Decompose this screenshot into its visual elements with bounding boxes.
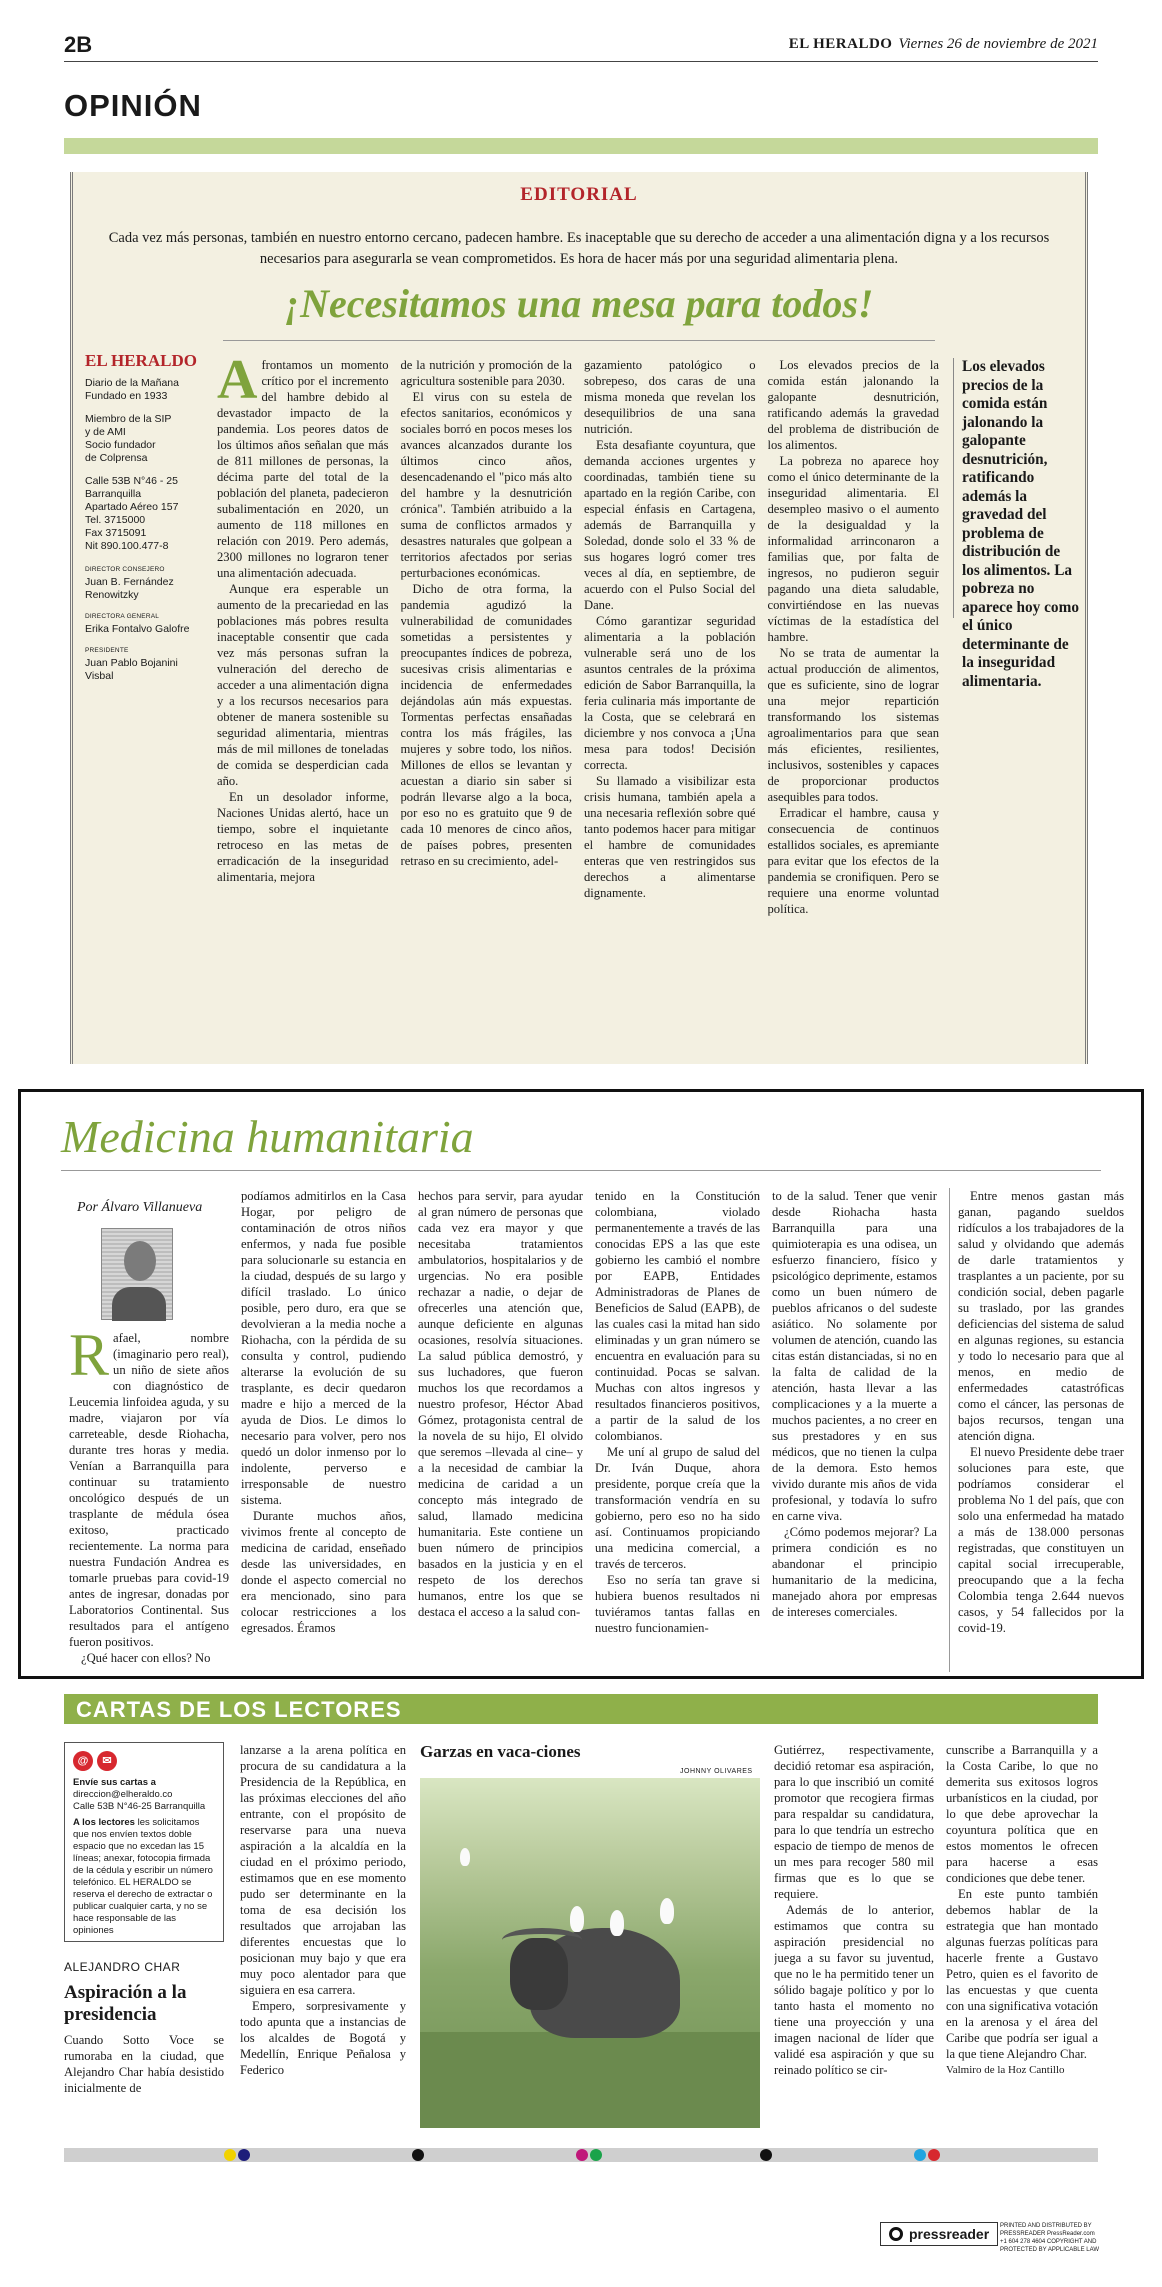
editorial-column (584, 357, 756, 1057)
paragraph: Además de lo anterior, estimamos que contra su aspiración presidencial no juega a su favor su juventud, que no le ha permitido tener un sólido bagaje político y por lo tanto hasta el momento no tiene una proyección y una imagen nacional de líder que validé esa aspiración y que su reinado político se cir- (774, 1903, 934, 2077)
drop-cap: R (69, 1330, 110, 1388)
paragraph: frontamos un momento crítico por el incremento del hambre debido al devastador impacto de la pandemia. Los peores datos de los últimos años señalan que más de 811 millones de personas, la décima parte del total de la población del planeta, padecieron subalimentación en 2020, un aumento de 118 millones en relación con 2019. Pero además, 2300 millones no lograron tener una alimentación adecuada. (217, 358, 389, 580)
paragraph: Erradicar el hambre, causa y consecuencia de continuos estallidos sociales, es apremiante para evitar que los efectos de la pandemia se cronifiquen. Pero se requiere una enorme voluntad política. (767, 806, 939, 916)
paragraph: Cómo garantizar seguridad alimentaria a la población vulnerable será uno de los asuntos centrales de la próxima edición de Sabor Barranquilla, la feria culinaria más importante de la Costa, que se celebrará en diciembre y nos convoca a ¡Una mesa para todos! Decisión correcta. (584, 614, 756, 772)
paragraph: Me uní al grupo de salud del Dr. Iván Duque, ahora presidente, porque creía que la transformación vendría en su gobierno, pero eso no ha sido así. Continuamos propiciando una medicina comercial, a través de terceros. (595, 1445, 760, 1571)
paragraph: afael, nombre (imaginario pero real), un niño de siete años con diagnóstico de Leucemia linfoidea aguda, y su madre, viajaron por vía carreteable, desde Riohacha, durante tres horas y media. Venían a Barranquilla para continuar su tratamiento oncológico después de un trasplante de médula ósea exitoso, practicado recientemente. La norma para nuestra Fundación Andrea es tomarle pruebas para covid-19 antes de ingresar, donadas por Laboratorios Continental. Sus resultados para el antígeno fueron positivos. (69, 1331, 229, 1649)
pressreader-logo (880, 2222, 998, 2246)
print-registration-strip (64, 2148, 1098, 2162)
registration-dot (590, 2149, 602, 2161)
story-column (418, 1188, 583, 1672)
paragraph: cunscribe a Barranquilla y a la Costa Caribe, lo que no demerita sus exitosos logros urbanísticos en la ciudad, por lo que debe aprovechar la coyuntura política que en estos momentos le ofrecen para hacerse a esas condiciones que debe tener. (946, 1743, 1098, 1885)
editorial-body (217, 357, 939, 1057)
paragraph: Esta desafiante coyuntura, que demanda acciones urgentes y coordinadas, también tiene su apartado en la región Caribe, con especial énfasis en Cartagena, además de Barranquilla y Soledad, donde solo el 33 % de sus hogares logró comer tres veces al día, en septiembre, de acuerdo con el Pulso Social del Dane. (584, 438, 756, 612)
role-label: DIRECTORA GENERAL (85, 613, 160, 620)
role-label: PRESIDENTE (85, 647, 129, 654)
letter-signature: Valmiro de la Hoz Cantillo (946, 2064, 1065, 2076)
photo-credit: JOHNNY OLIVARES (680, 1768, 753, 1775)
paragraph: Su llamado a visibilizar esta crisis humana, también apela a una necesaria reflexión sobre qué tanto podemos hacer para mitigar el hambre de comunidades enteras que ven restringidos sus derechos a alimentarse dignamente. (584, 774, 756, 900)
registration-dot (914, 2149, 926, 2161)
contact-icons (73, 1751, 215, 1771)
role-name: Juan Pablo Bojanini Visbal (85, 657, 178, 682)
masthead-name: EL HERALDO (85, 351, 197, 370)
submission-address: Calle 53B N°46-25 Barranquilla (73, 1801, 206, 1812)
paragraph: El virus con su estela de efectos sanitarios, económicos y sociales borró en pocos meses los avances alcanzados durante los últimos cinco años, desencadenando el "pico más alto del hambre y la desnutrición crónica". También atribuido a la suma de conflictos armados y desastres naturales que golpean a territorios afectados por serias perturbaciones económicas. (400, 390, 572, 580)
registration-dot (412, 2149, 424, 2161)
buffalo-horns (502, 1928, 582, 1952)
photo-title: Garzas en vaca-ciones (420, 1742, 581, 1761)
at-icon: @ (73, 1751, 93, 1771)
mail-icon: ✉ (97, 1751, 117, 1771)
submission-rules (73, 1817, 215, 1937)
submission-heading: Envíe sus cartas a (73, 1777, 156, 1788)
editorial-column (217, 357, 389, 1057)
paragraph: Empero, sorpresivamente y todo apunta que a instancias de los alcaldes de Bogotá y Medellín, Enrique Peñalosa y Federico (240, 1999, 406, 2077)
paragraph: lanzarse a la arena política en procura de su candidatura a la Presidencia de la República, en las próximas elecciones del año entrante, con el propósito de reservarse para una nueva aspiración a la alcaldía en la ciudad en el próximo periodo, estimamos que en ese momento pudo ser determinante en la toma de esa decisión los resultados que arrojaban las diferentes encuestas que lo posicionan muy bajo y que era muy poco alentador para que siguiera en esa carrera. (240, 1743, 406, 1997)
drop-cap: A (217, 357, 258, 411)
paragraph: tenido en la Constitución colombiana, violado permanentemente a través de las conocidas EPS a las que este gobierno les cambió el nombre por EAPB, Entidades Administradoras de Planes de Beneficios de Salud (EAPB), de las cuales casi la mitad han sido eliminadas y un gran número se encuentra en evaluación para su continuidad. Pocas se salvan. Muchas con altos ingresos y resultados financieros positivos, a partir de la salud de los colombianos. (595, 1189, 760, 1443)
story-column (241, 1188, 406, 1672)
paragraph: Eso no sería tan grave si hubiera buenos resultados ni tuviéramos tantas fallas en nuestro funcionamien- (595, 1573, 760, 1635)
distribution-notice: PRINTED AND DISTRIBUTED BY PRESSREADER PressReader.com +1 604 278 4604 COPYRIGHT AND PROTECTED BY APPLICABLE LAW (1000, 2223, 1100, 2253)
egret (460, 1848, 470, 1866)
paragraph: hechos para servir, para ayudar al gran número de personas que cada vez era mayor y que necesitaba tratamientos ambulatorios, hospitalarios y de urgencias. No era posible rechazar a nadie, o dejar de ofrecerles una atención que, aunque deficiente en algunas ocasiones, resolvía situaciones. La salud pública demostró, y sus luchadores, que fueron muchos los que recordamos a nuestro profesor, Héctor Abad Gómez, protagonista central de la novela de su hijo, El olvido que seremos –llevada al cine– y a la necesidad de cambiar la medicina de caridad a un concepto más integrado de salud, llamado medicina humanitaria. Este contiene un buen número de principios basados en la justicia y en el respeto de los derechos humanos, entre los que se destaca el acceso a la salud con- (418, 1189, 583, 1619)
editorial-column (768, 357, 940, 1057)
paragraph: Entre menos gastan más ganan, pagando sueldos ridículos a los trabajadores de la salud y olvidando que además de darle tratamientos y trasplantes a un paciente, por su condición social, deben pagarle su traslado, por las grandes deficiencias del sistema de salud en algunas regiones, su estancia y todo lo necesario para que al menos, en medio de enfermedades catastróficas como el cáncer, las personas de bajos recursos, tengan una atención digna. (958, 1189, 1124, 1443)
editorial-deck: Cada vez más personas, también en nuestro entorno cercano, padecen hambre. Es inaceptable que su derecho de acceder a una alimentación digna y a los recursos necesarios para asegurarla se vean comprometidos. Es hora de hacer más por una seguridad alimentaria plena. (108, 230, 1050, 267)
section-divider (64, 138, 1098, 154)
egret (660, 1898, 674, 1924)
title-rule (61, 1170, 1101, 1171)
masthead-address: Calle 53B N°46 - 25 Barranquilla Apartado Aéreo 157 Tel. 3715000 Fax 3715091 Nit 890.100.477-8 (85, 475, 179, 552)
masthead-founded: Diario de la Mañana Fundado en 1933 (85, 377, 179, 402)
paragraph: de la nutrición y promoción de la agricultura sostenible para 2030. (400, 358, 572, 388)
role-name: Juan B. Fernández Renowitzky (85, 576, 174, 601)
registration-dot (238, 2149, 250, 2161)
masthead (85, 351, 207, 691)
egret (570, 1906, 584, 1932)
paragraph: En este punto también debemos hablar de la estrategia que han montado algunas fuerzas políticas para hacerle frente a Gustavo Petro, quien es el favorito de las encuestas y que cuenta con una significativa votación en la arenosa y el área del Caribe que podría ser igual a la que tiene Alejandro Char. (946, 1887, 1098, 2061)
editorial-kicker: EDITORIAL (520, 184, 638, 205)
cartas-header (64, 1694, 1098, 1724)
rules-lead: A los lectores (73, 1817, 135, 1828)
paragraph: La pobreza no aparece hoy como el único determinante de la inseguridad alimentaria. El desempleo masivo o el aumento de la desigualdad y la informalidad arrinconaron a familias que, por falta de ingresos, no pudieron seguir pagando una dieta saludable, convirtiéndose en las nuevas víctimas de la estadística del hambre. (767, 454, 939, 644)
page-header (64, 32, 1098, 62)
paragraph: to de la salud. Tener que venir desde Riohacha hasta Barranquilla para una quimioterapia es una odisea, un esfuerzo financiero, físico y psicológico deprimente, estamos como un buen número de pueblos africanos o del sudeste asiático. No solamente por volumen de atención, cuando las citas están distanciadas, si no en la falta de calidad de la atención, hasta llevar a las complicaciones y a la muerte a muchos pacientes, a no creer en sus prestadores y en sus médicos, que no tienen la culpa de la demora. Esto hemos vivido durante mis años de vida profesional, y todavía lo sufro en carne viva. (772, 1189, 937, 1523)
page-number: 2B (64, 32, 93, 57)
paragraph: podíamos admitirlos en la Casa Hogar, por peligro de contaminación de otros niños enfermos, y nada fue posible para solucionarle su estancia en la ciudad, después de su largo y difícil traslado. Lo único posible, pero duro, era que se devolvieran a la media noche a Riohacha, con la pérdida de su consulta y control, pudiendo alterarse la evolución de su trasplante, es decir quedaron madre e hijo a merced de la ayuda de Dios. Le dimos lo necesario para volver, pero nos quedó un dolor inmenso por lo indolente, perverso e irresponsable de nuestro sistema. (241, 1189, 406, 1507)
paragraph: ¿Cómo podemos mejorar? La primera condición es no abandonar el principio humanitario de la medicina, manejado ahora por empresas de intereses comerciales. (772, 1525, 937, 1619)
letter-column (774, 1742, 934, 2132)
editorial-title: ¡Necesitamos una mesa para todos! (284, 281, 874, 326)
registration-dot (760, 2149, 772, 2161)
letter-kicker: ALEJANDRO CHAR (64, 1960, 181, 1974)
publication-name: EL HERALDO (788, 36, 893, 52)
rules-text: les solicitamos que nos envíen textos doble espacio que no excedan las 15 líneas; anexar, fotocopia firmada de la cédula y escribir un número telefónico. EL HERALDO se reserva el derecho de extractar o publicar cualquier carta, y no se hace responsable de las opiniones (73, 1817, 213, 1936)
cartas-title: CARTAS DE LOS LECTORES (76, 1697, 402, 1722)
editorial-column (401, 357, 573, 1057)
pressreader-icon (889, 2227, 903, 2241)
pond-water (420, 2032, 760, 2128)
letter-column (946, 1742, 1098, 2132)
pressreader-wordmark: pressreader (909, 2226, 990, 2242)
paragraph: El nuevo Presidente debe traer soluciones para este, que podríamos considerar el problema No 1 del país, que con solo una enfermedad ha matado a más de 138.000 personas registradas, que constituyen un capital social irrecuperable, preocupando que a la fecha Colombia tenga 2.644 nuevos casos, y 54 fallecidos por la covid-19. (958, 1445, 1124, 1635)
submission-box (64, 1742, 224, 1942)
role-label: DIRECTOR CONSEJERO (85, 566, 165, 573)
masthead-member: Miembro de la SIP y de AMI Socio fundador de Colprensa (85, 413, 172, 464)
story-column (949, 1188, 1124, 1672)
section-title: OPINIÓN (64, 88, 202, 123)
letter-column (240, 1742, 406, 2132)
paragraph: Los elevados precios de la comida están jalonando la galopante desnutrición, ratificando además la gravedad del problema de distribución de los alimentos. (767, 358, 939, 452)
submission-email: direccion@elheraldo.co (73, 1789, 173, 1800)
role-name: Erika Fontalvo Galofre (85, 623, 190, 635)
egret (610, 1910, 624, 1936)
editorial-box (70, 172, 1088, 1064)
paragraph: En un desolador informe, Naciones Unidas alertó, hace un tiempo, sobre el inquietante retroceso en las metas de erradicación de la inseguridad alimentaria, mejora (217, 790, 389, 884)
story-frame (18, 1089, 1144, 1679)
registration-dot (576, 2149, 588, 2161)
publication-date: Viernes 26 de noviembre de 2021 (898, 36, 1098, 52)
registration-dot (224, 2149, 236, 2161)
title-rule (223, 340, 935, 341)
paragraph: ¿Qué hacer con ellos? No (81, 1651, 211, 1665)
story-column (69, 1330, 229, 1672)
paragraph: Cuando Sotto Voce se rumoraba en la ciudad, que Alejandro Char había desistido inicialmente de (64, 2033, 224, 2095)
buffalo-egrets-photo (420, 1778, 760, 2128)
story-title: Medicina humanitaria (61, 1111, 474, 1162)
paragraph: Gutiérrez, respectivamente, decidió retomar esa aspiración, para lo que inscribió un comité promotor que recogiera firmas para respaldar su candidatura, para lo que tendría un estrecho espacio de tiempo de menos de un mes para recoger 580 mil firmas que es lo que se requiere. (774, 1743, 934, 1901)
paragraph: Durante muchos años, vivimos frente al concepto de medicina de caridad, enseñado desde las universidades, en donde el aspecto comercial no era mencionado, sino para colocar restricciones a los egresados. Éramos (241, 1509, 406, 1635)
paragraph: Dicho de otra forma, la pandemia agudizó la vulnerabilidad de comunidades sometidas a persistentes y preocupantes índices de pobreza, sucesivas crisis alimentarias e incidencia de enfermedades dejándolas aún más expuestas. Tormentas perfectas ensañadas contra los más frágiles, las mujeres y sobre todo, los niños. Millones de ellos se levantan y acuestan a diario sin saber si podrán llevarse algo a la boca, por eso no es gratuito que 9 de cada 10 menores de cinco años, de países pobres, presenten retraso en su crecimiento, adel- (400, 582, 572, 868)
registration-dot (928, 2149, 940, 2161)
paragraph: gazamiento patológico o sobrepeso, dos caras de una misma moneda que revelan los desequilibrios de una sana nutrición. (584, 358, 756, 436)
letter-title: Aspiración a la presidencia (64, 1982, 187, 2025)
story-body (69, 1188, 1135, 1672)
pull-quote: Los elevados precios de la comida están jalonando la galopante desnutrición, ratificando además la gravedad del problema de distribución de los alimentos. La pobreza no aparece hoy como el único determinante de la inseguridad alimentaria. (953, 358, 1081, 618)
story-column (772, 1188, 937, 1672)
byline: Por Álvaro Villanueva (77, 1200, 203, 1215)
story-column (595, 1188, 760, 1672)
paragraph: Aunque era esperable un aumento de la precariedad en las poblaciones más pobres resulta inaceptable consentir que cada vez más personas sufran la vulneración del derecho de acceder a una alimentación digna y a los recursos necesarios para obtener de manera sostenible su seguridad alimentaria, mientras más de mil millones de toneladas de comida se desperdician cada año. (217, 582, 389, 788)
paragraph: No se trata de aumentar la actual producción de alimentos, que es suficiente, sino de lograr una mejor repartición transformando los sistemas agroalimentarios para que sean más eficientes, resilientes, inclusivos, sostenibles y capaces de proporcionar productos asequibles para todos. (767, 646, 939, 804)
publication-line (789, 36, 1098, 53)
